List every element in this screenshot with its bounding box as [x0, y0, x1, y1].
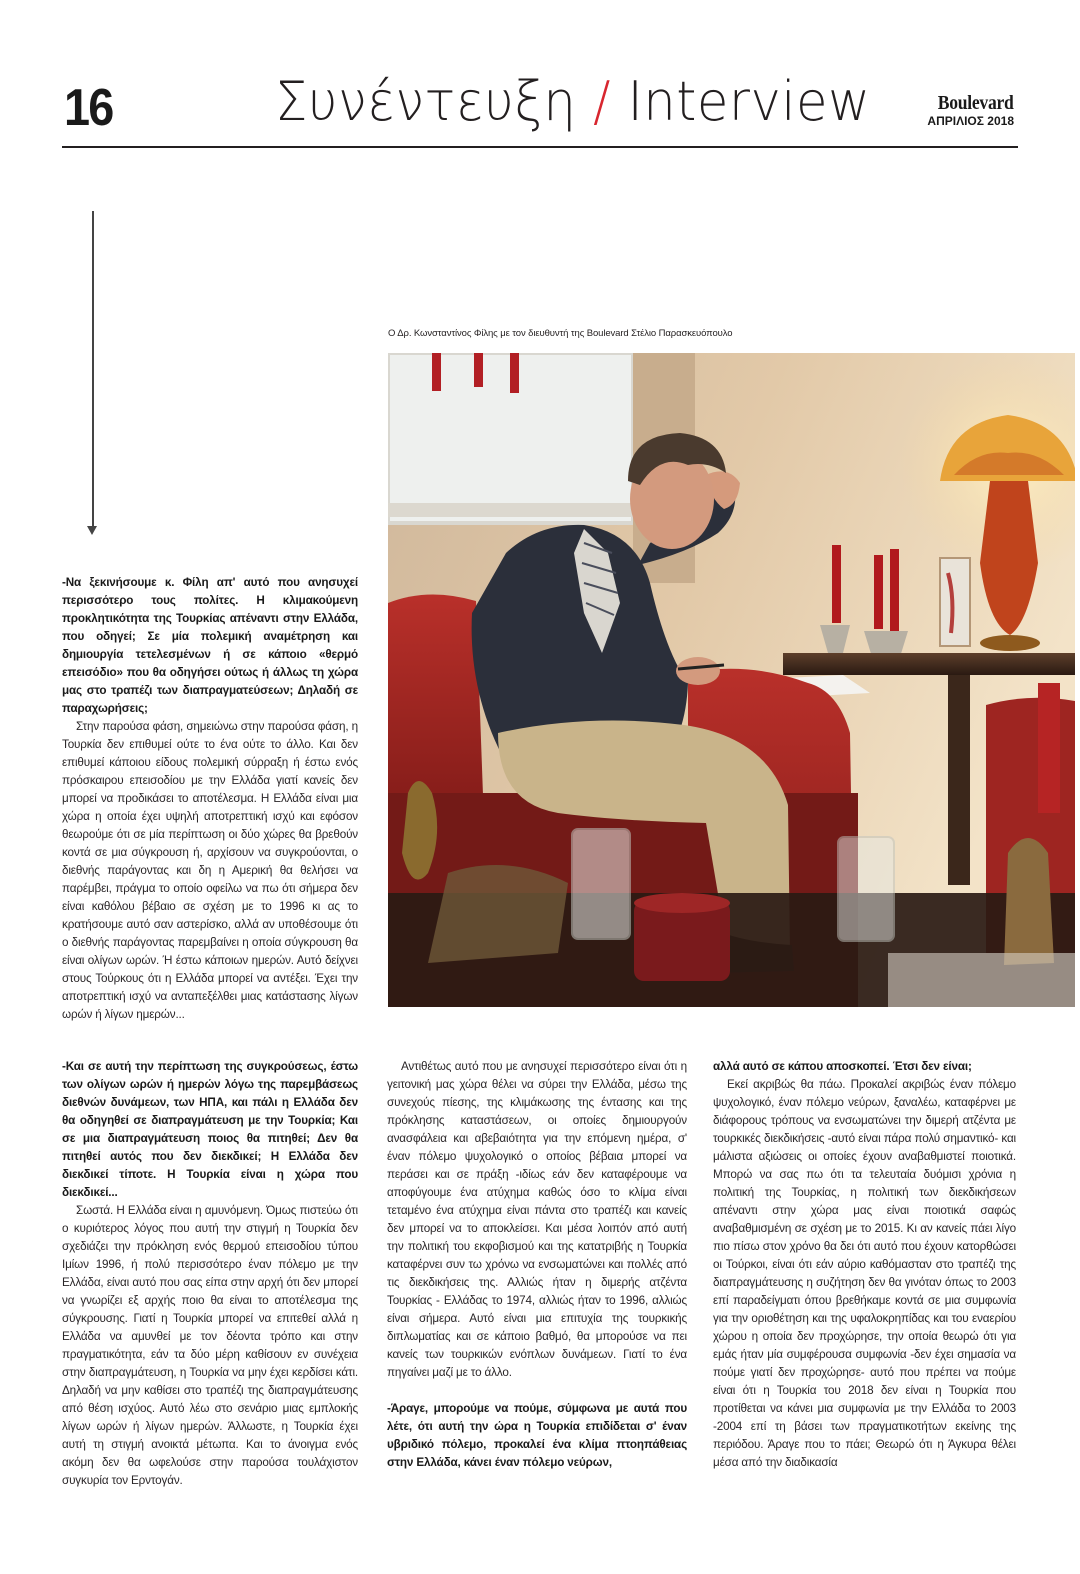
photo-caption: Ο Δρ. Κωνσταντίνος Φίλης με τον διευθυντή της Boulevard Στέλιο Παρασκευόπουλο — [388, 328, 733, 339]
issue-date: ΑΠΡΙΛΙΟΣ 2018 — [927, 114, 1014, 128]
section-title-greek: Συνέντευξη — [275, 70, 577, 133]
interview-answer: Εκεί ακριβώς θα πάω. Προκαλεί ακριβώς έναν πόλεμο ψυχολογικό, έναν πόλεμο νεύρων, ξαναλέω, καταφέρνει με διάφορους τρόπους να ενσωματώνει την διμερή ατζέντα με τουρκικές διεκδικήσεις -αυτό είναι πάρα πολύ σημαντικό- και μάλιστα αξιώσεις οι οποίες έχουν αναβαθμιστεί ποιοτικά. Μπορώ να σας πω ότι τα τελευταία δυόμισι χρόνια η πολιτική της Τουρκίας, η πολιτική των διεκδικήσεων απέναντι στην χώρα μας είναι ποιοτικά σαφώς αναβαθμισμένη σε σχέση με το 2015. Κι αν κανείς πάει λίγο πιο πίσω στον χρόνο θα δει ότι αυτό που έχουν κατορθώσει οι Τούρκοι, είναι ότι εάν αύριο καθόμασταν στο τραπέζι της διαπραγμάτευσης η συζήτηση δεν θα γινόταν όπως το 2003 επί παραδείγματι όπου βρεθήκαμε κοντά σε μια συμφωνία για την οριοθέτηση και της υφαλοκρηπίδας και του εναερίου χώρου η οποία δεν προχώρησε, την οποία θεωρώ ότι για εμάς ήταν μία συμφέρουσα συμφωνία -δεν έχει σημασία να πούμε γιατί δεν προχώρησε- αυτό που πρέπει να πούμε είναι ότι η Τουρκία του 2018 δεν είναι η Τουρκία που προτίθεται να κάνει μια συμφωνία με την Ελλάδα το 2003 -2004 επί τη βάσει των πραγματικοτήτων εκείνης της περιόδου. Άραγε που το πάει; Θεωρώ ότι η Άγκυρα θέλει μέσα από την διαδικασία — [713, 1078, 1016, 1469]
section-title — [275, 70, 870, 133]
interview-question: -Να ξεκινήσουμε κ. Φίλη απ' αυτό που ανησυχεί περισσότερο τους πολίτες. Η κλιμακούμενη προκλητικότητα της Τουρκίας απέναντι στην Ελλάδα, που οδηγεί; Σε μία πολεμική αναμέτρηση και δημιουργία τετελεσμένων ή σε κάποιο «θερμό επεισόδιο» που θα οδηγήσει ούτως ή άλλως τη χώρα μας στο τραπέζι των διαπραγματεύσεων; Δηλαδή σε παραχωρήσεις; — [62, 576, 358, 715]
intro-column — [62, 574, 358, 1024]
column-2 — [387, 1058, 687, 1472]
page-number: 16 — [64, 79, 113, 137]
interview-question: αλλά αυτό σε κάπου αποσκοπεί. Έτσι δεν είναι; — [713, 1060, 972, 1073]
interview-answer: Αντιθέτως αυτό που με ανησυχεί περισσότερο είναι ότι η γειτονική μας χώρα θέλει να σύρει την Ελλάδα, μέσω της συνεχούς πίεσης, της κλιμάκωσης της έντασης και της πρόκλησης καταστάσεων, οι οποίες δημιουργούν ανασφάλεια και αβεβαιότητα για την επόμενη ημέρα, σ' έναν πόλεμο ψυχολογικό ο οποίος βέβαια μπορεί να περάσει και σε πράξη -ιδίως εάν δεν καταφέρουμε να αποφύγουμε ένα ατύχημα καθώς όσο το κλίμα είναι τεταμένο ένα ατύχημα είναι πάντα στο τραπέζι και κανείς δεν μπορεί να το αποκλείσει. Και μέσα λοιπόν από αυτή την πολιτική του εκφοβισμού και της κατατριβής η Τουρκία καταφέρνει συν τω χρόνω να ενσωματώνει και πολλές από τις διεκδικήσεις της. Αλλιώς ήταν η διμερής ατζέντα Τουρκίας - Ελλάδας το 1974, αλλιώς ήταν το 1996, αλλιώς είναι σήμερα. Αυτό είναι μια επιτυχία της τουρκικής διπλωματίας και σε κάποιο βαθμό, θα μπορούσε να πει κανείς των τουρκικών ενόπλων δυνάμεων. Γιατί το ένα πηγαίνει μαζί με το άλλο. — [387, 1060, 687, 1379]
decorative-arrow-line — [92, 211, 94, 529]
interview-answer: Σωστά. Η Ελλάδα είναι η αμυνόμενη. Όμως πιστεύω ότι ο κυριότερος λόγος που αυτή την στιγμή η Τουρκία δεν σχεδιάζει την πρόκληση ενός θερμού επεισοδίου τύπου Ιμίων 1996, ή πολύ περισσότερο έναν πόλεμο με την Ελλάδα, είναι αυτό που σας είπα στην αρχή ότι δεν μπορεί να γνωρίζει εξ αρχής ποιο θα είναι το αποτέλεσμα της σύγκρουσης. Γιατί η Τουρκία μπορεί να επιτεθεί αλλά η Ελλάδα να αμυνθεί με τον δέοντα τρόπο και στην πραγματικότητα, εάν τα δύο μέρη καθίσουν εν συνέχεια στην διαπραγμάτευση, η Τουρκία να μην έχει κερδίσει κάτι. Δηλαδή να μην καθίσει στο τραπέζι της διαπραγμάτευσης από θέση ισχύος. Αυτό λέω στο σενάριο μιας εμπλοκής λίγων ωρών ή λίγων ημερών. Άλλωστε, η Τουρκία έχει αυτή τη στιγμή ανοικτά μέτωπα. Και το άνοιγμα ενός ακόμη δεν θα ωφελούσε στην παρούσα τουλάχιστον συγκυρία τον Ερντογάν. — [62, 1204, 358, 1487]
magazine-brand — [927, 93, 1014, 127]
interview-question: -Και σε αυτή την περίπτωση της συγκρούσεως, έστω των ολίγων ωρών ή ημερών λόγω της παρεμβάσεως διεθνών δυνάμεων, των ΗΠΑ, και πάλι η Ελλάδα δεν θα οδηγηθεί σε διαπραγμάτευση με την Τουρκία; Και σε μια διαπραγμάτευση ποιος θα πιτηθεί; Δεν θα πιτηθεί αυτός που δεν διεκδικεί; Η Ελλάδα δεν διεκδικεί τίποτε. Η Τουρκία είναι η χώρα που διεκδικεί... — [62, 1060, 358, 1199]
column-3 — [713, 1058, 1016, 1472]
section-title-english: Interview — [627, 70, 871, 133]
interview-answer: Στην παρούσα φάση, σημειώνω στην παρούσα φάση, η Τουρκία δεν επιθυμεί ούτε το ένα ούτε το άλλο. Και δεν επιθυμεί κάποιου είδους πολεμική σύρραξη ή έστω ενός πρόσκαιρου επεισοδίου με την Ελλάδα γιατί κανείς δεν μπορεί να προδικάσει το αποτέλεσμα. Η Ελλάδα είναι μια χώρα η οποία έχει υψηλή αποτρεπτική ισχύ και εφόσον θεωρούμε ότι σε μία περίπτωση οι δύο χώρες θα βρεθούν κοντά σε μια σύγκρουση ή, αρχίσουν να συγκρούονται, ο διεθνής παράγοντας και δη η Αμερική θα θελήσει να παρέμβει, πράγμα το οποίο οφείλω να πω ότι σήμερα δεν είναι καθόλου βέβαιο σε σχέση με το 1996 κι ας το κρατήσουμε αυτό σαν αστερίσκο, αλλά αν υποθέσουμε ότι ο διεθνής παράγοντας παρεμβαίνει η οποία σύγκρουση θα είναι ολίγων ωρών. Ή έστω κάποιων ημερών. Αυτό δείχνει στους Τούρκους ότι η Ελλάδα μπορεί να αντέξει. Έχει την αποτρεπτική ισχύ να ανταπεξέλθει μιας κατάστασης λίγων ωρών ή λίγων ημερών... — [62, 720, 358, 1021]
magazine-logo: Boulevard — [938, 92, 1014, 114]
interview-question: -Άραγε, μπορούμε να πούμε, σύμφωνα με αυτά που λέτε, ότι αυτή την ώρα η Τουρκία επιδίδεται σ' έναν υβριδικό πόλεμο, προκαλεί ένα κλίμα πτοηπάθειας στην Ελλάδα, κάνει έναν πόλεμο νεύρων, — [387, 1402, 687, 1469]
column-1 — [62, 1058, 358, 1490]
interview-photo — [388, 353, 1075, 1007]
paragraph-spacer — [387, 1382, 687, 1400]
section-title-slash: / — [593, 70, 611, 133]
header-rule — [62, 146, 1018, 148]
arrow-down-icon — [87, 526, 97, 535]
